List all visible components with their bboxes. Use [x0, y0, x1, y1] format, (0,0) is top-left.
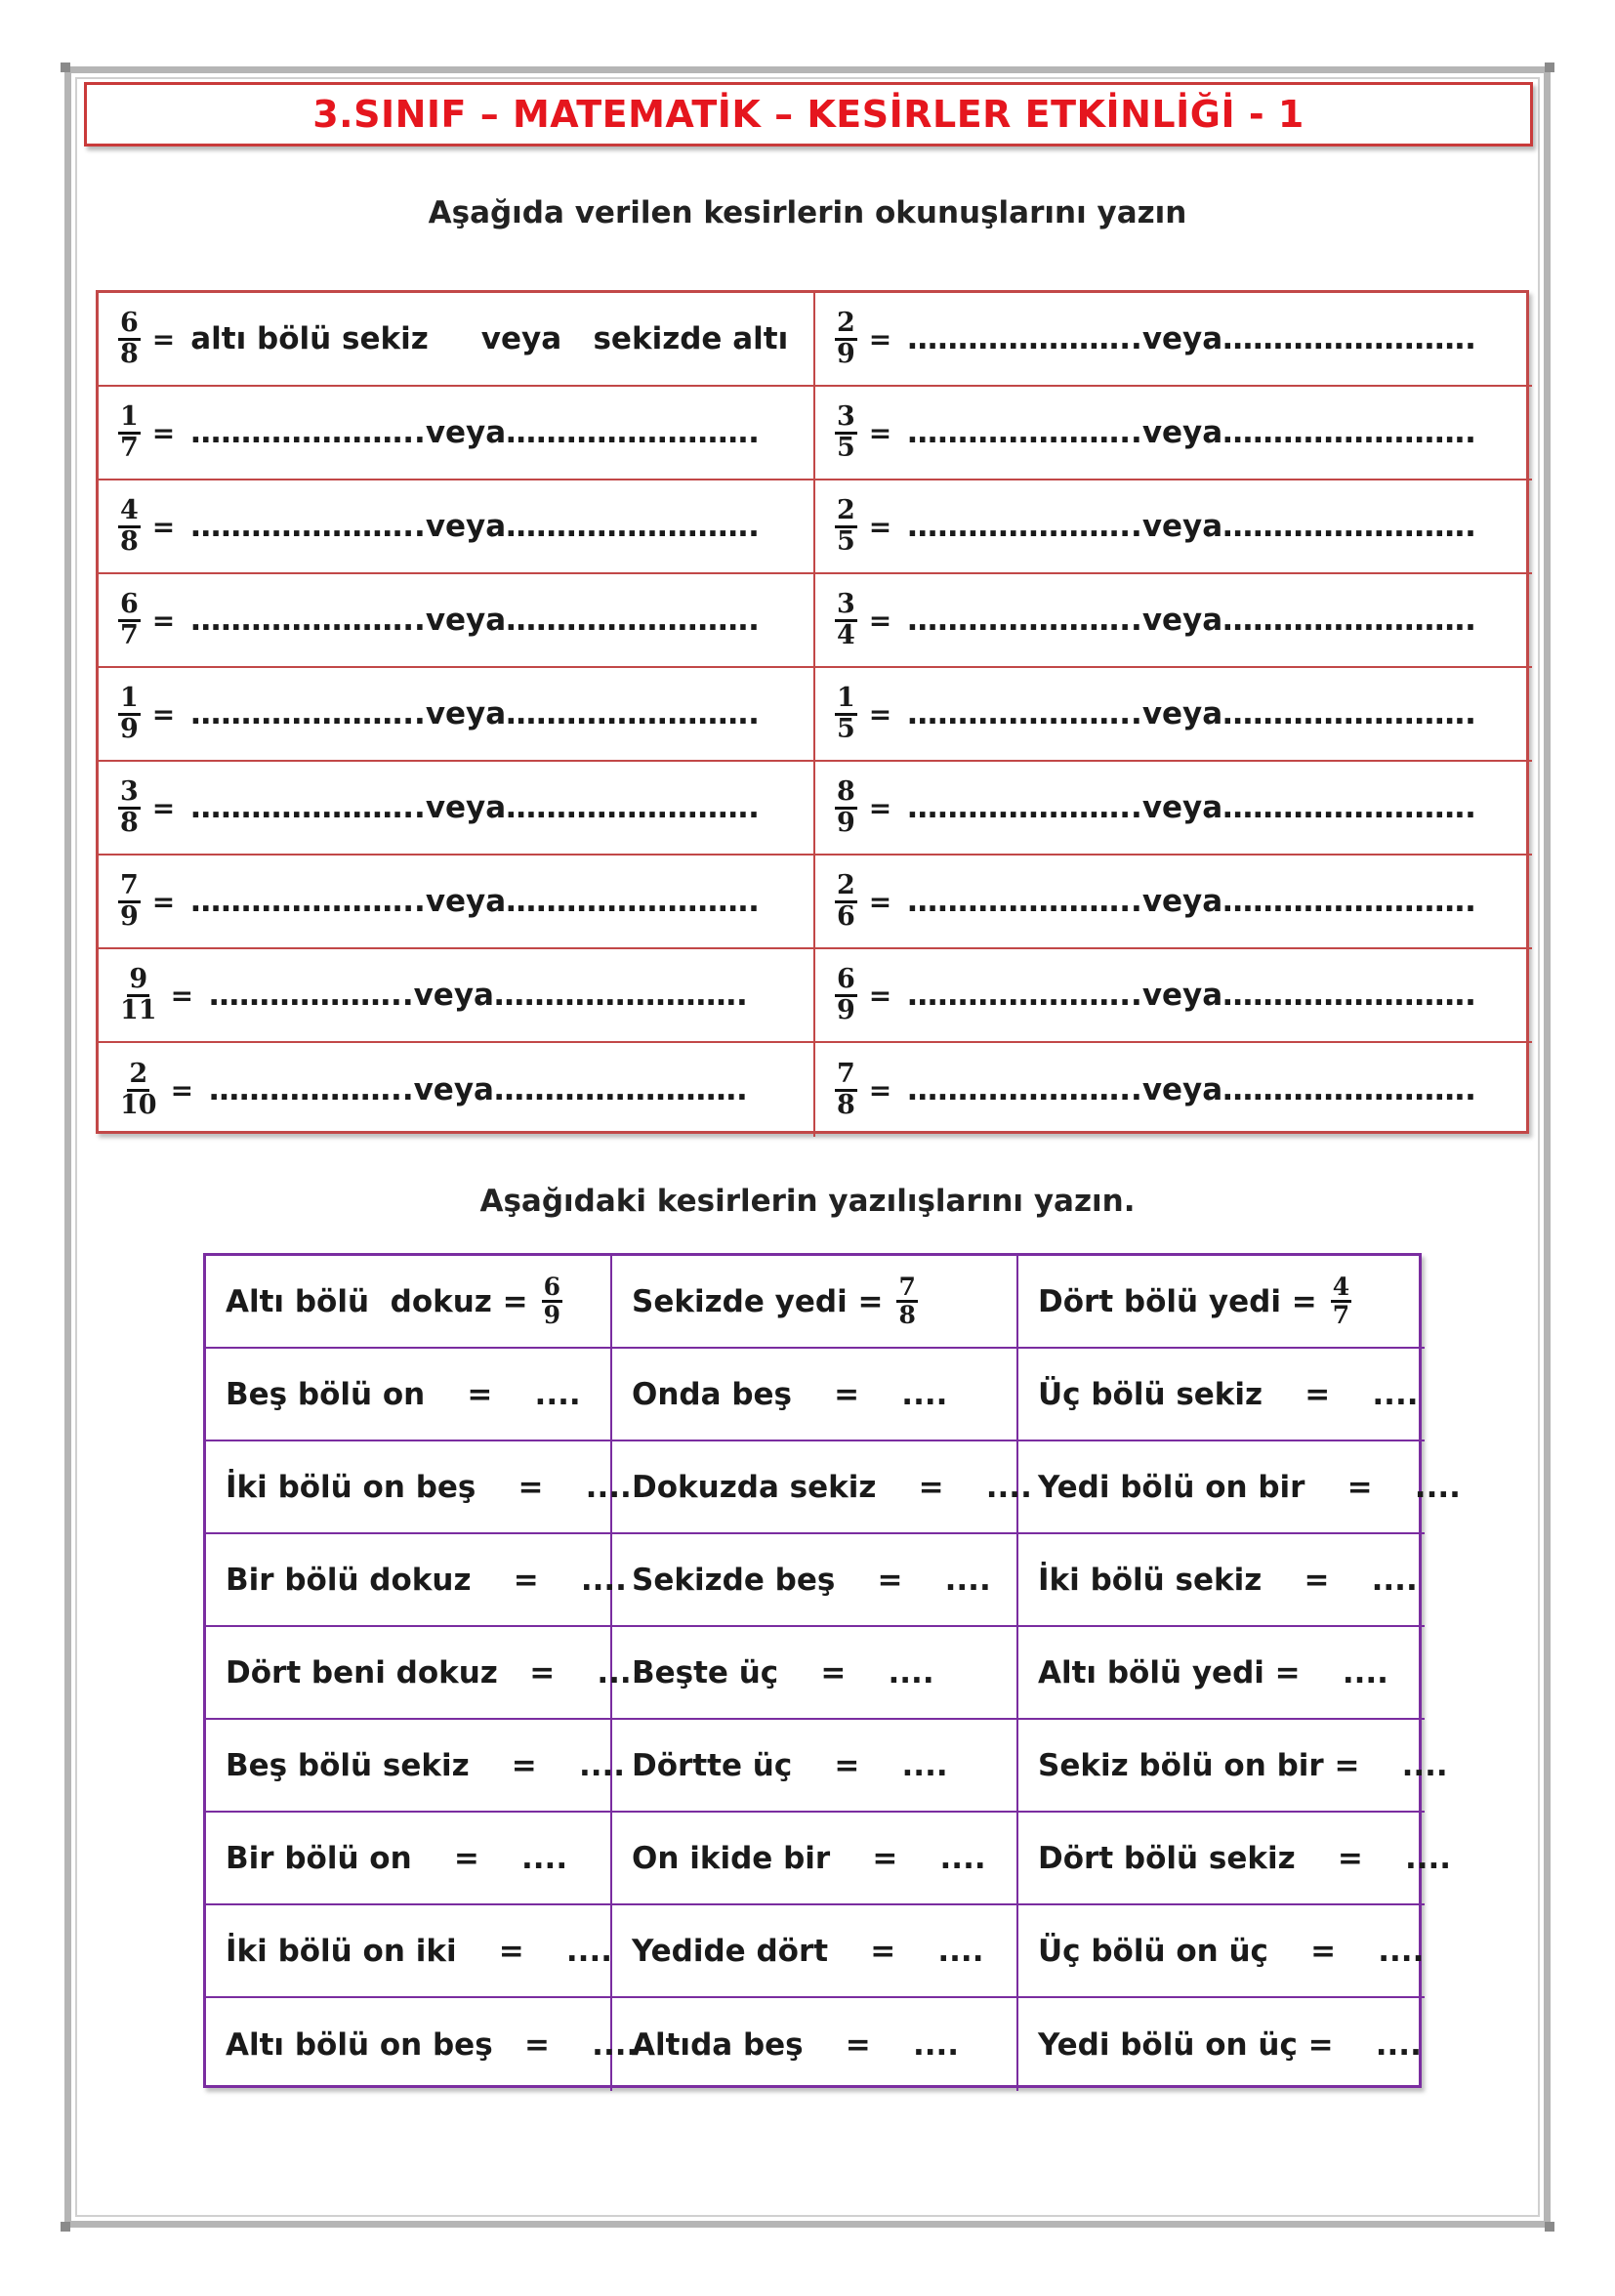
corner-mark — [1545, 2222, 1554, 2232]
reading-cell — [99, 480, 815, 574]
fraction-denominator: 7 — [120, 619, 139, 650]
fraction — [835, 497, 857, 556]
fraction — [835, 685, 857, 743]
reading-cell — [99, 856, 815, 949]
fraction-numerator: 6 — [835, 966, 857, 996]
fraction-denominator: 9 — [837, 338, 855, 369]
fraction-numerator: 2 — [835, 310, 857, 340]
fraction-denominator: 9 — [120, 713, 139, 744]
writing-cell — [1018, 1998, 1425, 2091]
fraction-denominator: 10 — [120, 1089, 157, 1120]
fraction-numerator: 7 — [835, 1061, 857, 1091]
reading-cell — [815, 1043, 1532, 1137]
fraction — [118, 685, 141, 743]
equals-sign: = — [868, 697, 892, 731]
fraction-denominator: 9 — [837, 994, 855, 1025]
fraction-denominator: 5 — [837, 432, 855, 463]
writing-prompt[interactable]: Onda beş = .... — [632, 1376, 948, 1412]
writing-cell — [612, 1627, 1018, 1720]
equals-sign: = — [868, 604, 892, 637]
writing-prompt[interactable]: Dört beni dokuz = .... — [226, 1654, 643, 1691]
writing-cell — [206, 1534, 627, 1627]
fraction-denominator: 8 — [120, 338, 139, 369]
reading-answer[interactable]: …………………..veya……………………. — [907, 1072, 1476, 1107]
writing-prompt[interactable]: Beşte üç = .... — [632, 1654, 934, 1691]
reading-answer[interactable]: …………………..veya……………………. — [190, 603, 760, 638]
fraction — [542, 1274, 562, 1329]
fraction — [835, 872, 857, 931]
writing-prompt[interactable]: Sekiz bölü on bir = .... — [1038, 1747, 1448, 1783]
writing-prompt[interactable]: Altı bölü on beş = .... — [226, 2026, 639, 2063]
writing-cell — [1018, 1627, 1425, 1720]
reading-answer[interactable]: …………………..veya……………………. — [907, 603, 1476, 638]
equals-sign: = — [151, 416, 176, 449]
fraction-denominator: 8 — [837, 1089, 855, 1120]
fraction-denominator: 6 — [837, 900, 855, 932]
fraction — [835, 966, 857, 1024]
fraction — [118, 403, 141, 462]
reading-cell — [99, 762, 815, 856]
writing-cell — [1018, 1534, 1425, 1627]
fraction — [1331, 1274, 1351, 1329]
page-title: 3.SINIF – MATEMATİK – KESİRLER ETKİNLİĞİ - 1 — [312, 93, 1304, 136]
fraction-denominator: 8 — [120, 807, 139, 838]
fraction-numerator: 6 — [542, 1274, 562, 1303]
corner-mark — [61, 2222, 70, 2232]
writing-prompt[interactable]: Üç bölü sekiz = .... — [1038, 1376, 1419, 1412]
writing-prompt[interactable]: Yedide dört = .... — [632, 1933, 984, 1969]
fraction-numerator: 7 — [896, 1274, 917, 1303]
reading-table — [96, 290, 1529, 1134]
fraction-numerator: 2 — [127, 1061, 149, 1091]
writing-cell — [1018, 1905, 1425, 1998]
reading-answer[interactable]: ………………..veya……………………. — [209, 978, 748, 1013]
reading-cell — [99, 387, 815, 480]
writing-prompt[interactable]: Beş bölü on = .... — [226, 1376, 581, 1412]
reading-answer[interactable]: …………………..veya……………………. — [907, 696, 1476, 731]
fraction-numerator: 2 — [835, 497, 857, 527]
writing-cell — [206, 1813, 612, 1905]
writing-cell — [206, 1349, 612, 1441]
writing-prompt[interactable]: Sekizde yedi = — [632, 1283, 884, 1319]
writing-cell — [1018, 1720, 1448, 1813]
reading-cell — [815, 480, 1532, 574]
fraction-denominator: 9 — [120, 900, 139, 932]
reading-cell — [99, 949, 815, 1043]
writing-cell — [206, 1627, 643, 1720]
fraction — [118, 966, 159, 1024]
fraction-numerator: 1 — [835, 685, 857, 715]
fraction — [118, 310, 141, 368]
fraction-denominator: 9 — [543, 1301, 561, 1329]
fraction — [835, 591, 857, 649]
writing-prompt[interactable]: Dört bölü sekiz = .... — [1038, 1840, 1452, 1876]
fraction-denominator: 7 — [1332, 1301, 1350, 1329]
reading-cell — [99, 1043, 815, 1137]
writing-cell — [612, 1534, 1018, 1627]
writing-prompt[interactable]: Sekizde beş = .... — [632, 1562, 991, 1598]
reading-answer[interactable]: …………………..veya……………………. — [907, 509, 1476, 544]
reading-cell — [815, 762, 1532, 856]
equals-sign: = — [868, 791, 892, 824]
equals-sign: = — [170, 1073, 194, 1106]
reading-cell — [815, 856, 1532, 949]
section1-instruction: Aşağıda verilen kesirlerin okunuşlarını yazın — [428, 195, 1187, 230]
fraction-numerator: 3 — [835, 591, 857, 621]
writing-prompt[interactable]: Yedi bölü on bir = .... — [1038, 1469, 1461, 1505]
equals-sign: = — [868, 322, 892, 355]
corner-mark — [61, 63, 70, 72]
fraction — [835, 1061, 857, 1119]
writing-cell — [1018, 1813, 1452, 1905]
fraction-denominator: 5 — [837, 713, 855, 744]
writing-cell — [1018, 1441, 1461, 1534]
fraction — [118, 591, 141, 649]
reading-answer[interactable]: …………………..veya……………………. — [190, 696, 760, 731]
writing-prompt[interactable]: Üç bölü on üç = .... — [1038, 1933, 1425, 1969]
writing-cell — [206, 1720, 626, 1813]
equals-sign: = — [151, 885, 176, 918]
reading-answer[interactable]: …………………..veya……………………. — [907, 790, 1476, 825]
reading-answer[interactable]: …………………..veya……………………. — [190, 884, 760, 919]
fraction-denominator: 8 — [120, 525, 139, 557]
writing-prompt[interactable]: İki bölü on beş = .... — [226, 1469, 632, 1505]
equals-sign: = — [868, 979, 892, 1012]
reading-cell — [815, 574, 1532, 668]
reading-cell — [815, 949, 1532, 1043]
equals-sign: = — [170, 979, 194, 1012]
writing-prompt[interactable]: Dokuzda sekiz = .... — [632, 1469, 1032, 1505]
equals-sign: = — [151, 322, 176, 355]
fraction-denominator: 5 — [837, 525, 855, 557]
fraction-denominator: 8 — [898, 1301, 916, 1329]
equals-sign: = — [151, 604, 176, 637]
corner-mark — [1545, 63, 1554, 72]
fraction-numerator: 3 — [835, 403, 857, 434]
writing-prompt[interactable]: Bir bölü on = .... — [226, 1840, 568, 1876]
reading-answer[interactable]: …………………..veya……………………. — [907, 415, 1476, 450]
writing-prompt[interactable]: İki bölü on iki = .... — [226, 1933, 612, 1969]
writing-prompt[interactable]: Dörtte üç = .... — [632, 1747, 948, 1783]
writing-cell — [612, 1813, 1018, 1905]
fraction — [118, 872, 141, 931]
fraction — [835, 403, 857, 462]
reading-answer[interactable]: …………………..veya……………………. — [907, 978, 1476, 1013]
fraction-numerator: 4 — [118, 497, 141, 527]
writing-prompt[interactable]: Dört bölü yedi = — [1038, 1283, 1317, 1319]
reading-answer[interactable]: …………………..veya……………………. — [190, 790, 760, 825]
fraction — [835, 310, 857, 368]
writing-cell — [612, 1256, 1018, 1349]
reading-cell — [99, 293, 815, 387]
writing-cell — [1018, 1349, 1425, 1441]
fraction-numerator: 6 — [118, 591, 141, 621]
equals-sign: = — [868, 1073, 892, 1106]
fraction — [118, 1061, 159, 1119]
writing-prompt[interactable]: Beş bölü sekiz = .... — [226, 1747, 626, 1783]
fraction-denominator: 9 — [837, 807, 855, 838]
reading-cell — [815, 387, 1532, 480]
equals-sign: = — [151, 697, 176, 731]
fraction — [118, 778, 141, 837]
fraction-denominator: 4 — [837, 619, 855, 650]
writing-cell — [612, 1998, 1018, 2091]
title-box — [84, 82, 1533, 146]
fraction-numerator: 8 — [835, 778, 857, 809]
equals-sign: = — [151, 791, 176, 824]
reading-cell — [815, 668, 1532, 762]
writing-cell — [206, 1256, 612, 1349]
writing-prompt[interactable]: Bir bölü dokuz = .... — [226, 1562, 627, 1598]
reading-answer[interactable]: …………………..veya……………………. — [190, 415, 760, 450]
writing-prompt[interactable]: On ikide bir = .... — [632, 1840, 986, 1876]
fraction-numerator: 6 — [118, 310, 141, 340]
writing-cell — [612, 1349, 1018, 1441]
writing-table — [203, 1253, 1461, 2088]
equals-sign: = — [868, 885, 892, 918]
fraction-numerator: 2 — [835, 872, 857, 902]
writing-prompt[interactable]: Yedi bölü on üç = .... — [1038, 2026, 1422, 2063]
reading-answer[interactable]: altı bölü sekiz veya sekizde altı — [190, 321, 789, 356]
writing-prompt[interactable]: Altı bölü yedi = .... — [1038, 1654, 1388, 1691]
fraction-numerator: 3 — [118, 778, 141, 809]
writing-cell — [612, 1441, 1032, 1534]
fraction-denominator: 11 — [120, 994, 157, 1025]
reading-cell — [99, 668, 815, 762]
writing-cell — [206, 1905, 612, 1998]
writing-prompt[interactable]: Altıda beş = .... — [632, 2026, 960, 2063]
fraction-numerator: 1 — [118, 403, 141, 434]
fraction-numerator: 1 — [118, 685, 141, 715]
writing-cell — [612, 1905, 1018, 1998]
equals-sign: = — [868, 510, 892, 543]
fraction-numerator: 7 — [118, 872, 141, 902]
fraction-numerator: 4 — [1331, 1274, 1351, 1303]
writing-prompt[interactable]: İki bölü sekiz = .... — [1038, 1562, 1418, 1598]
fraction — [835, 778, 857, 837]
reading-answer[interactable]: …………………..veya……………………. — [190, 509, 760, 544]
fraction-numerator: 9 — [127, 966, 149, 996]
fraction — [896, 1274, 917, 1329]
reading-answer[interactable]: …………………..veya……………………. — [907, 321, 1476, 356]
writing-cell — [612, 1720, 1018, 1813]
writing-cell — [1018, 1256, 1425, 1349]
reading-cell — [815, 293, 1532, 387]
equals-sign: = — [151, 510, 176, 543]
reading-answer[interactable]: ………………..veya……………………. — [209, 1072, 748, 1107]
fraction-denominator: 7 — [120, 432, 139, 463]
writing-cell — [206, 1998, 639, 2091]
reading-answer[interactable]: …………………..veya……………………. — [907, 884, 1476, 919]
fraction — [118, 497, 141, 556]
section2-instruction: Aşağıdaki kesirlerin yazılışlarını yazın. — [479, 1184, 1136, 1219]
reading-cell — [99, 574, 815, 668]
writing-cell — [206, 1441, 632, 1534]
equals-sign: = — [868, 416, 892, 449]
writing-prompt[interactable]: Altı bölü dokuz = — [226, 1283, 528, 1319]
